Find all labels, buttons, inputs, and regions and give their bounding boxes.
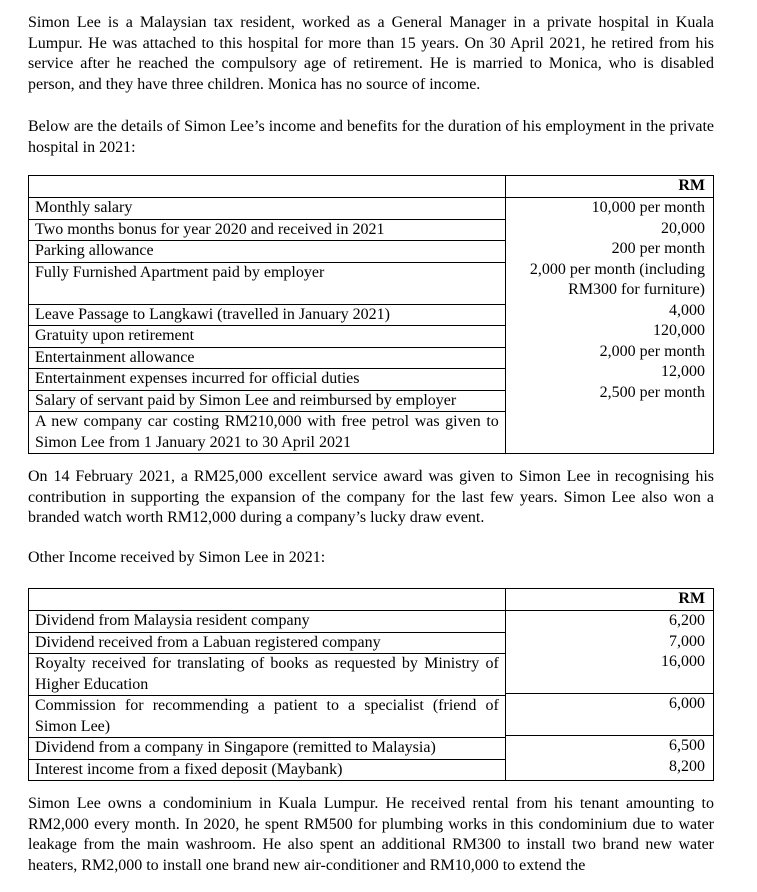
row-description: A new company car costing RM210,000 with free petrol was given to Simon Lee from 1 January 2021 to 30 April 2021 — [35, 413, 499, 451]
row-description: Parking allowance — [29, 241, 505, 263]
row-description: Entertainment allowance — [29, 348, 505, 370]
table-header-row — [29, 176, 714, 198]
rental-paragraph: Simon Lee owns a condominium in Kuala Lumpur. He received rental from his tenant amounting to RM2,000 every month. In 2020, he spent RM500 for plumbing works in this condominium due to water leakage from the main washroom. He also spent an additional RM300 to install two brand new water heaters, RM2,000 to install one brand new air-conditioner and RM10,000 to extend the — [28, 795, 714, 874]
row-description: Salary of servant paid by Simon Lee and reimbursed by employer — [29, 391, 505, 413]
row-amount: 6,500 — [669, 737, 705, 754]
row-amount: 2,500 per month — [599, 383, 705, 401]
row-amount: 12,000 — [661, 363, 705, 380]
intro-paragraph: Simon Lee is a Malaysian tax resident, worked as a General Manager in a private hospital in Kuala Lumpur. He was attached to this hospital for more than 15 years. On 30 April 2021, he retired from his service after he reached the compulsory age of retirement. He is married to Monica, who is disabled person, and they have three children. Monica has no source of income. — [28, 14, 714, 93]
row-description: Interest income from a fixed deposit (Maybank) — [35, 760, 343, 778]
employment-amounts-cell — [505, 198, 713, 454]
currency-header: RM — [505, 589, 713, 611]
row-amount — [510, 403, 705, 444]
table-row — [29, 198, 714, 454]
row-description: Commission for recommending a patient to a specialist (friend of Simon Lee) — [29, 696, 505, 738]
row-amount: 2,000 per month — [599, 342, 705, 360]
row-amount: 20,000 — [661, 219, 705, 237]
award-paragraph: On 14 February 2021, a RM25,000 excellent service award was given to Simon Lee in recognising his contribution in supporting the expansion of the company for the last few years. Simon Lee also won a branded watch worth RM12,000 during a company’s lucky draw event. — [28, 468, 714, 526]
row-amount: 8,200 — [669, 757, 705, 775]
row-description: Monthly salary — [29, 198, 505, 220]
table-header-blank — [29, 176, 506, 198]
row-description: Entertainment expenses incurred for official duties — [29, 369, 505, 391]
row-amount: 4,000 — [669, 301, 705, 319]
row-amount: 6,000 — [506, 694, 713, 736]
table-header-blank — [29, 589, 506, 611]
row-amount: 2,000 per month (including RM300 for furniture) — [529, 260, 705, 298]
row-amount: 16,000 — [506, 652, 713, 694]
row-amount: 10,000 per month — [591, 199, 705, 216]
other-income-table — [28, 588, 714, 781]
other-income-descriptions-cell — [29, 611, 506, 781]
employment-income-table — [28, 175, 714, 454]
row-amount: 120,000 — [653, 322, 705, 339]
row-description: Dividend from a company in Singapore (remitted to Malaysia) — [29, 738, 505, 760]
income-intro-paragraph: Below are the details of Simon Lee’s income and benefits for the duration of his employment in the private hospital in 2021: — [28, 118, 714, 156]
row-amount: 6,200 — [669, 612, 705, 629]
row-description: Two months bonus for year 2020 and received in 2021 — [29, 220, 505, 242]
employment-descriptions-cell — [29, 198, 506, 454]
other-income-heading: Other Income received by Simon Lee in 2021: — [28, 549, 326, 566]
other-income-amounts-cell — [505, 611, 713, 781]
table-row — [29, 611, 714, 781]
table-header-row — [29, 589, 714, 611]
row-amount: 7,000 — [669, 632, 705, 650]
currency-header: RM — [505, 176, 713, 198]
row-description: Dividend from Malaysia resident company — [29, 611, 505, 633]
row-description: Dividend received from a Labuan registered company — [29, 633, 505, 655]
row-description: Leave Passage to Langkawi (travelled in January 2021) — [29, 305, 505, 327]
row-description: Gratuity upon retirement — [29, 326, 505, 348]
row-description: Royalty received for translating of books as requested by Ministry of Higher Education — [29, 654, 505, 696]
row-amount: 200 per month — [611, 240, 705, 257]
row-description: Fully Furnished Apartment paid by employer — [29, 263, 505, 305]
